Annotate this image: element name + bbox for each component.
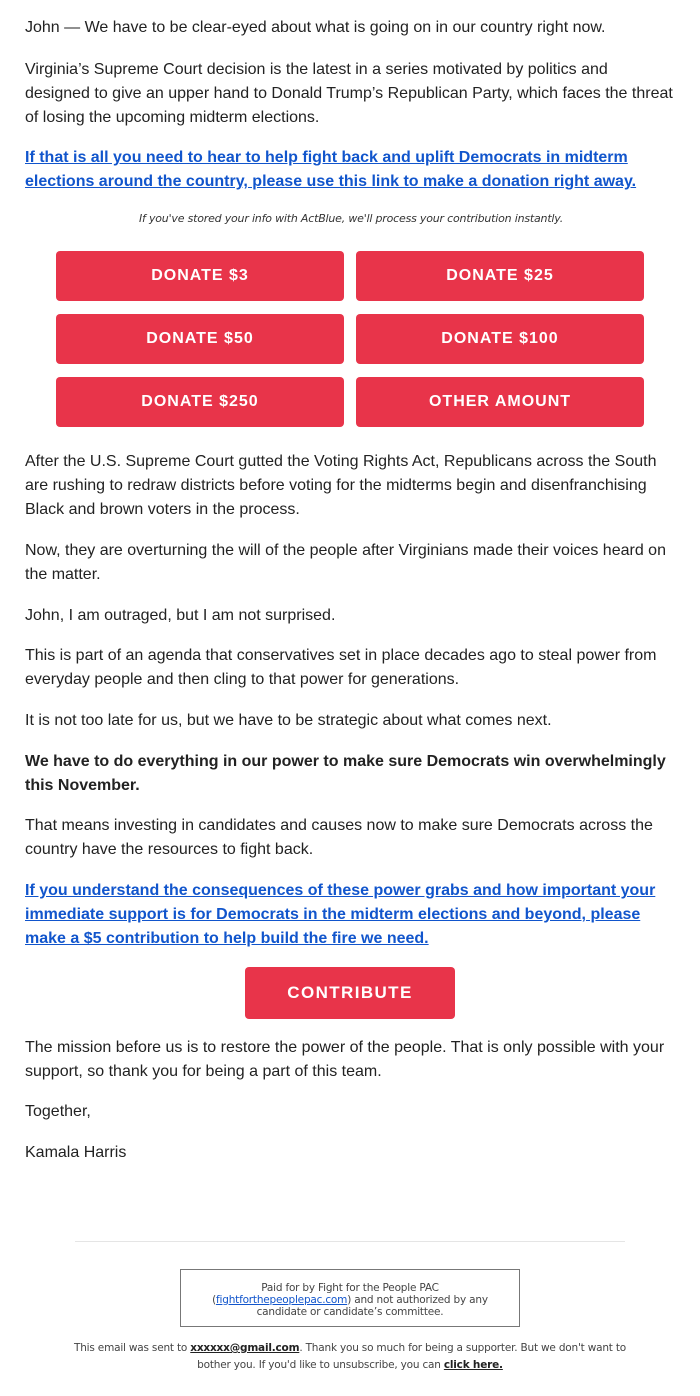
- unsubscribe-link[interactable]: click here.: [443, 1359, 503, 1371]
- sent-prefix: This email was sent to: [74, 1342, 191, 1354]
- sent-middle: . Thank you so much for being a supporter. But we don't want to bother you. If you'd like to unsubscribe, you can: [197, 1342, 626, 1371]
- mission-paragraph: The mission before us is to restore the power of the people. That is only possible with your support, so thank you for being a part of this team.: [25, 1039, 665, 1080]
- greeting-paragraph: John — We have to be clear-eyed about what is going on in our country right now.: [25, 19, 606, 36]
- vra-paragraph: After the U.S. Supreme Court gutted the Voting Rights Act, Republicans across the South are rushing to redraw districts before voting for the midterms begin and disenfranchising Black and brown voters in the process.: [25, 453, 657, 518]
- agenda-paragraph: This is part of an agenda that conservatives set in place decades ago to steal power from everyday people and then cling to that power for generations.: [25, 647, 657, 688]
- donate-250-button[interactable]: DONATE $250: [56, 377, 344, 427]
- donate-link-2[interactable]: If you understand the consequences of these power grabs and how important your immediate support is for Democrats in the midterm elections and beyond, please make a $5 contribution to help build the fire we need.: [25, 882, 656, 947]
- paid-authorization-text: ) and not authorized by any candidate or candidate’s committee.: [256, 1294, 488, 1318]
- donate-link-1[interactable]: If that is all you need to hear to help fight back and uplift Democrats in midterm elections around the country, please use this link to make a donation right away.: [25, 149, 637, 190]
- signature: Kamala Harris: [25, 1144, 127, 1161]
- pac-website-link[interactable]: fightforthepeoplepac.com: [216, 1294, 348, 1306]
- donate-25-button[interactable]: DONATE $25: [356, 251, 644, 301]
- paid-for-disclaimer: [180, 1269, 520, 1327]
- actblue-note: If you've stored your info with ActBlue, we'll process your contribution instantly.: [138, 212, 564, 225]
- footer-divider: [75, 1241, 625, 1242]
- other-amount-button[interactable]: OTHER AMOUNT: [356, 377, 644, 427]
- donate-3-button[interactable]: DONATE $3: [56, 251, 344, 301]
- donate-button-grid: [56, 251, 644, 428]
- virginia-paragraph: Now, they are overturning the will of the people after Virginians made their voices heard on the matter.: [25, 542, 666, 583]
- recipient-email-link[interactable]: xxxxxx@gmail.com: [190, 1342, 300, 1354]
- paid-open-paren: (: [212, 1294, 217, 1306]
- outraged-paragraph: John, I am outraged, but I am not surprised.: [25, 607, 336, 624]
- bold-paragraph: We have to do everything in our power to make sure Democrats win overwhelmingly this November.: [25, 753, 666, 794]
- intro-paragraph: Virginia’s Supreme Court decision is the latest in a series motivated by politics and designed to give an upper hand to Donald Trump’s Republican Party, which faces the threat of losing the upcoming midterm elections.: [25, 61, 673, 126]
- contribute-button[interactable]: CONTRIBUTE: [245, 967, 455, 1019]
- donate-100-button[interactable]: DONATE $100: [356, 314, 644, 364]
- donate-50-button[interactable]: DONATE $50: [56, 314, 344, 364]
- paid-for-line: Paid for by Fight for the People PAC: [261, 1282, 439, 1294]
- strategic-paragraph: It is not too late for us, but we have to be strategic about what comes next.: [25, 712, 552, 729]
- footer-unsubscribe-text: [70, 1340, 630, 1374]
- closing-text: Together,: [25, 1103, 91, 1120]
- investing-paragraph: That means investing in candidates and causes now to make sure Democrats across the country have the resources to fight back.: [25, 817, 653, 858]
